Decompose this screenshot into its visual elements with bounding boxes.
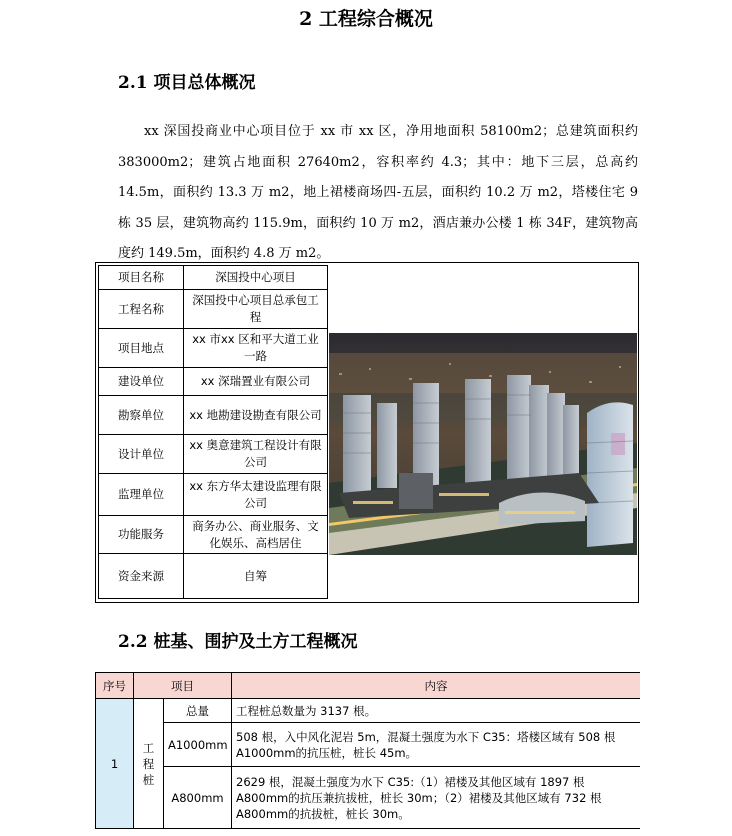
pile-table-header [96, 673, 641, 699]
overview-paragraph: xx 深国投商业中心项目位于 xx 市 xx 区，净用地面积 58100m2；总建筑面积约 383000m2；建筑占地面积 27640m2，容积率约 4.3；其中：地下三层，总高约 14.5m，面积约 13.3 万 m2，地上裙楼商场四-五层，面积约 10.2 万 m2，塔楼住宅 9 栋 35 层，建筑物高约 115.9m，面积约 10 万 m2，酒店兼办公楼 1 栋 34F，建筑物高度约 149.5m，面积约 4.8 万 m2。 [118, 124, 638, 261]
info-row [99, 266, 328, 290]
pile-table-block [95, 672, 640, 836]
info-label: 功能服务 [99, 516, 184, 554]
row-group: 工程桩 [134, 699, 164, 829]
row-sub-item: A1000mm [164, 723, 232, 767]
info-label: 资金来源 [99, 554, 184, 599]
header-index: 序号 [96, 673, 134, 699]
info-row [99, 368, 328, 396]
header-item: 项目 [134, 673, 232, 699]
project-info-table [98, 265, 328, 599]
info-label: 工程名称 [99, 290, 184, 329]
table-row [96, 723, 641, 767]
table-row [96, 699, 641, 723]
info-value: 深国投中心项目总承包工程 [184, 290, 328, 329]
info-value: xx 奥意建筑工程设计有限公司 [184, 435, 328, 474]
table-row [96, 767, 641, 829]
info-value: xx 地勘建设勘查有限公司 [184, 396, 328, 435]
project-rendering-photo [329, 333, 637, 555]
section-title-overview: 2.1 项目总体概况 [118, 73, 256, 93]
info-value: 自筹 [184, 554, 328, 599]
info-value: 商务办公、商业服务、文化娱乐、高档居住 [184, 516, 328, 554]
info-value: xx 市xx 区和平大道工业一路 [184, 329, 328, 368]
info-label: 建设单位 [99, 368, 184, 396]
info-row [99, 516, 328, 554]
row-index: 1 [96, 699, 134, 829]
building-rendering-image [329, 333, 637, 555]
header-content: 内容 [232, 673, 641, 699]
row-sub-item: 总量 [164, 699, 232, 723]
info-label: 设计单位 [99, 435, 184, 474]
info-label: 项目地点 [99, 329, 184, 368]
info-row [99, 290, 328, 329]
pile-table [95, 672, 640, 829]
row-sub-item: A800mm [164, 767, 232, 829]
row-content: 508 根，入中风化泥岩 5m，混凝土强度为水下 C35：塔楼区域有 508 根 A1000mm的抗压桩，桩长 45m。 [232, 723, 641, 767]
info-label: 勘察单位 [99, 396, 184, 435]
info-row [99, 474, 328, 516]
info-row [99, 435, 328, 474]
row-content: 2629 根，混凝土强度为水下 C35:（1）裙楼及其他区域有 1897 根 A800mm的抗压兼抗拔桩，桩长 30m；（2）裙楼及其他区域有 732 根 A800mm的抗拔桩，桩长 30m。 [232, 767, 641, 829]
project-info-block [95, 262, 639, 603]
info-row [99, 329, 328, 368]
info-label: 项目名称 [99, 266, 184, 290]
info-row [99, 396, 328, 435]
section-title-pile: 2.2 桩基、围护及土方工程概况 [118, 632, 358, 652]
chapter-title: 2 工程综合概况 [299, 8, 433, 30]
info-row [99, 554, 328, 599]
info-value: 深国投中心项目 [184, 266, 328, 290]
row-content: 工程桩总数量为 3137 根。 [232, 699, 641, 723]
info-label: 监理单位 [99, 474, 184, 516]
info-value: xx 东方华太建设监理有限公司 [184, 474, 328, 516]
info-value: xx 深瑞置业有限公司 [184, 368, 328, 396]
